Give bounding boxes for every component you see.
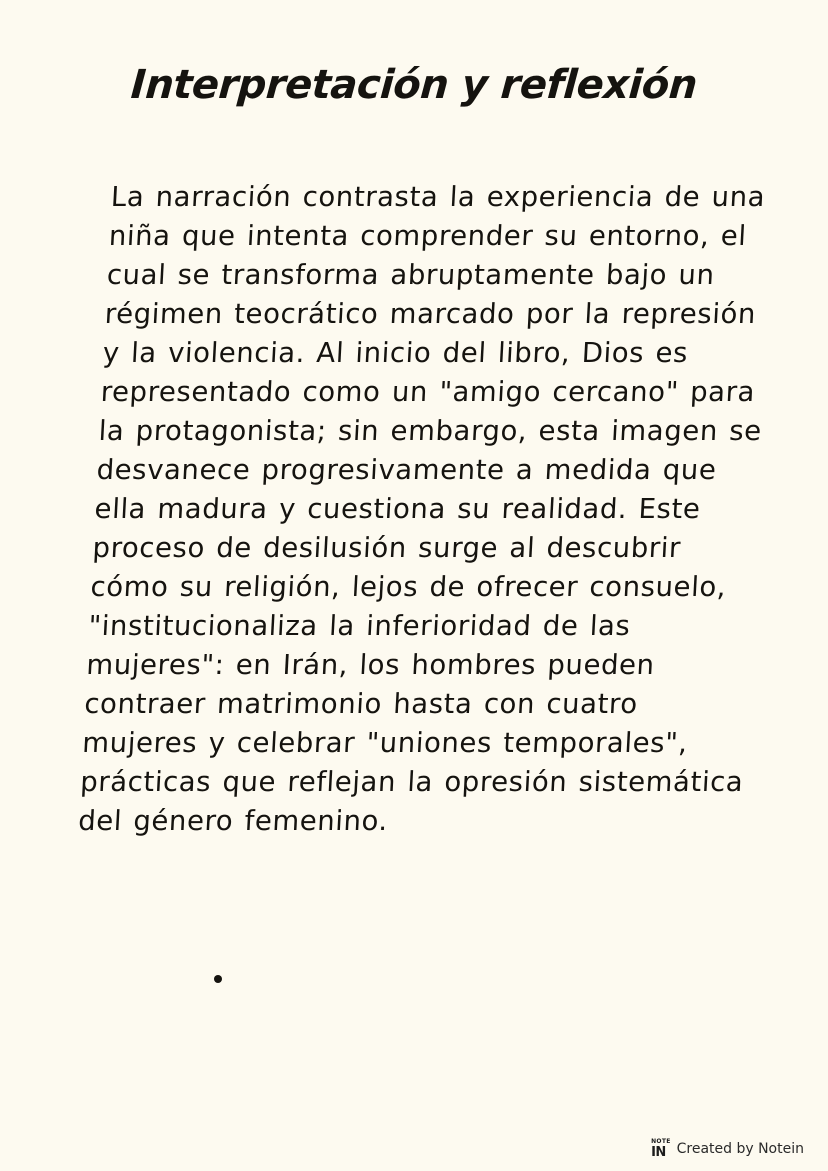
footer-credit <box>651 1139 804 1159</box>
document-body-text: La narración contrasta la experiencia de una niña que intenta comprender su entorno, el cual se transforma abruptamente bajo un régimen teocrático marcado por la represión y la violencia. Al inicio del libro, Dios es representado como un "amigo cercano" para la protagonista; sin embargo, esta imagen se desvanece progresivamente a medida que ella madura y cuestiona su realidad. Este proceso de desilusión surge al descubrir cómo su religión, lejos de ofrecer consuelo, "institucionaliza la inferioridad de las mujeres": en Irán, los hombres pueden contraer matrimonio hasta con cuatro mujeres y celebrar "uniones temporales", prácticas que reflejan la opresión sistemática del género femenino. <box>77 181 778 837</box>
logo-bottom-text: IN <box>651 1145 666 1160</box>
logo-top-text: NOTE <box>651 1138 671 1145</box>
notein-logo-icon <box>651 1139 671 1159</box>
footer-credit-label: Created by Notein <box>676 1141 804 1157</box>
pen-dot-mark <box>214 975 222 983</box>
page-title: Interpretación y reflexión <box>129 62 699 108</box>
